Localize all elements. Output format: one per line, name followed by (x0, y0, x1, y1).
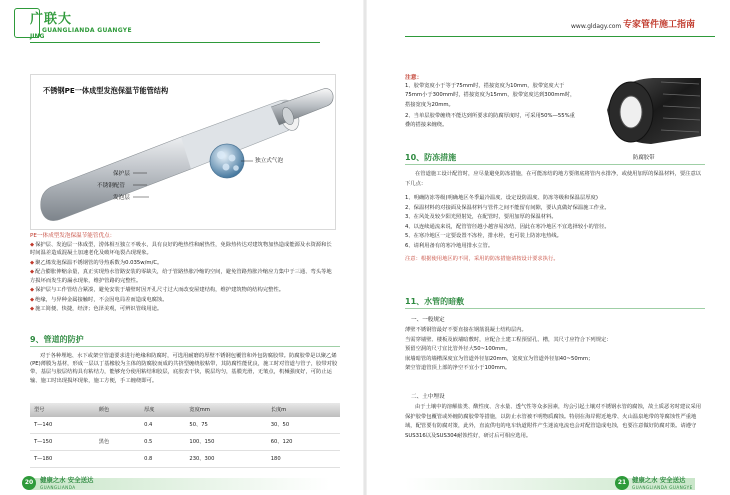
note-item: 2、当单层胶带缠绕不能达到所要求的防腐厚度时，可采用50%—55%重叠的搭接来缠绕。 (405, 112, 575, 129)
footer-slogan-en: GUANGLIANDA (40, 485, 76, 490)
cell (95, 451, 140, 468)
cell: 0.5 (140, 434, 185, 451)
cell: 60、120 (267, 434, 340, 451)
feature-item: ◆聚乙烯发泡保温不锈钢管的导热系数为0.035w/m/C。 (30, 259, 163, 266)
label-steel: 不锈钢配管 (97, 183, 125, 189)
section11-rule (405, 308, 705, 309)
left-footer (0, 474, 365, 492)
list-item: 4、以连续通流来说，配管管径越小越容易冻结，因此在寒冷地区不宜选择较小的管径。 (405, 223, 610, 230)
section9-text: 对于各种埋地、水下或架空管道要求进行绝缘和防腐时，可选用耐磨的厚壁不锈钢包覆管和外包防腐胶带。防腐胶带是以聚乙烯(PE)薄膜为基材，形成一层以丁基橡胶为主体的防腐胶而成的共挤型缠绕胶粘带，其防腐性能优良，施工时对管道与管子，胶带对胶带，基层与胶层结构具有粘结力，能够充分使用粘结和胶层，底胶表干快，脱层均匀，基膜光滑，无皱点，机械强度好，可防止运输、施工时出现损坏现象，施工方便，手工缠绕即可。 (30, 353, 338, 384)
feature-item: ◆配合膨胀伸缩余量，真正实现热水管路安装的零缺失，给于管路热胀冷缩的空间，避免管路热胀冷缩应力集中于三通、弯头等地方损坏而发生的漏水现象，维护管路的完整性。 (30, 269, 332, 284)
subsection-general: 一、一般规定 (411, 317, 445, 323)
section10-warning: 注意：根据使用地区的不同，采用的防冻措施请按设计要求执行。 (405, 256, 559, 263)
logo-english: GUANGLIANDA GUANGYE (42, 27, 132, 34)
table-row (30, 451, 340, 468)
note-list (405, 82, 577, 132)
section10-title: 10、防冻措施 (405, 153, 457, 162)
header-rule (405, 36, 715, 37)
cell: 230、300 (185, 451, 266, 468)
th-color: 颜色 (95, 403, 140, 417)
list-item: 6、请利用备有的寒冷地用排水立管。 (405, 242, 494, 249)
cell: 0.4 (140, 417, 185, 434)
list-item: 架空管道管顶上部的净空不宜小于100mm。 (405, 365, 511, 372)
cell: 50、75 (185, 417, 266, 434)
cell: 0.8 (140, 451, 185, 468)
right-page (365, 0, 730, 495)
tape-caption: 防腐胶带 (633, 155, 655, 161)
list-item: 薄壁不锈钢管最好不要直接在钢筋混凝土结构层内。 (405, 327, 527, 333)
cell: 黑色 (95, 434, 140, 451)
buried-text: 由于土壤中的溶解盐类、酸性度、含水量、透气性等众多因素，均会引起土壤对不锈钢水管的腐蚀，故土质恶劣时建议采用保护胶带包覆管或外缠防腐胶带等措施，以防止水管被不明物质腐蚀。特别在海岸附近地带、火山温泉地带的等腐蚀性严重地域，配管要有防腐对策，此外，直流供电的电车轨道附件产生迷流电流也会对配管造成电蚀，也要注意做好防腐对策。请遵守SUS316以及SUS304耐蚀性好，研讨后可相应选用。 (405, 404, 702, 439)
section10-intro: 在管道施工设计配管时，应尽量避免防冻措施，在可能冻结的地方要彻底将管内水排净，或使用加厚的保温材料，要注意以下几点： (405, 171, 702, 187)
table-row (30, 434, 340, 451)
header-url: www.gldagy.com (571, 23, 622, 30)
subsection-buried: 二、土中埋设 (411, 394, 445, 400)
logo-english-jing: JING (30, 33, 45, 40)
cell: T—150 (30, 434, 95, 451)
th-thickness: 厚度 (140, 403, 185, 417)
label-foam: 发泡层 (113, 195, 130, 201)
list-item: 嵌墙暗管的墙槽深度宜为管道外径加20mm，宽度宜为管道外径加40~50mm； (405, 355, 594, 362)
note-item: 1、胶带宽度小于等于75mm时，搭接宽度为10mm，胶带宽度大于75mm小于300mm时，搭接宽度为15mm，胶带宽度达到300mm时，搭接宽度为20mm。 (405, 83, 576, 108)
tape-roll-image (601, 70, 709, 152)
list-item: 1、明确防冻等级(明确地区冬季最冷温度、设定设防温度、防冻等级和保温层厚度) (405, 195, 598, 201)
tape-spec-table (30, 403, 340, 468)
features-list (30, 241, 334, 315)
logo-chinese: 广联大 (30, 12, 73, 27)
section11-title: 11、水管的暗敷 (405, 297, 465, 306)
cell: 30、50 (267, 417, 340, 434)
pipe-illustration (31, 75, 337, 231)
cell: 180 (267, 451, 340, 468)
list-item: 2、保温材料的对接面及保温材料与管件之间不能留有间隙，要认真做好保温施工作业。 (405, 204, 610, 211)
section9-title: 9、管道的防护 (30, 335, 84, 344)
feature-item: ◆保护层与工作管结合紧凑，避免安装于墙壁时因开孔尺寸过大而改变屋建结构，维护建筑物的结构完整性。 (30, 287, 285, 294)
cell: 100、150 (185, 434, 266, 451)
table-header-row (30, 403, 340, 417)
note-heading: 注意： (405, 75, 423, 81)
section10-list (405, 194, 705, 265)
cell: T—180 (30, 451, 95, 468)
cell: T—140 (30, 417, 95, 434)
list-item: 5、在寒冷地区一定要设置不冻栓，排水栓，也可装上防冻电热线。 (405, 233, 562, 240)
section10-rule (405, 164, 705, 165)
page-number: 20 (22, 476, 36, 490)
list-item: 预留空洞的尺寸宜比管外径大50~100mm。 (405, 346, 511, 353)
right-footer (365, 474, 730, 492)
list-item: 3、在风处及较少阳光照射处，在配管时，要用加厚的保温材料。 (405, 214, 557, 221)
table-row (30, 417, 340, 434)
th-length: 长度m (267, 403, 340, 417)
list-item: 当需穿墙壁、楼板及嵌墙暗敷时，应配合土建工程预留孔、槽，其尺寸应符合下列规定： (405, 336, 612, 343)
header-title: 专家管件施工指南 (623, 20, 696, 30)
footer-slogan: 健康之水 安全送达 (40, 476, 94, 484)
features-heading: PE一体成型发泡保温节能管优点： (30, 233, 116, 239)
feature-item: ◆施工简便、快捷，经济；色泽美观，可辨识管线用途。 (30, 306, 163, 313)
label-protect: 保护层 (113, 171, 130, 177)
page-number: 21 (615, 476, 629, 490)
footer-slogan-en: GUANGLIANDA GUANGYE (632, 485, 693, 490)
label-bubble: 独立式气泡 (255, 158, 283, 164)
section9-rule (30, 346, 340, 347)
general-list (405, 326, 705, 374)
feature-item: ◆保护层、发泡层一体成型，涝体相互独立不吸水，具有良好的绝热性和耐热性，免除热传达对建筑物加热造成能源及水资源和长时间温差造成混凝土加速老化及破坏龟裂凸现现象。 (30, 242, 332, 257)
cell (95, 417, 140, 434)
feature-item: ◆绝缘，与异种金属接触时，不会因电局差而造成电腐蚀。 (30, 296, 168, 303)
th-width: 宽度mm (185, 403, 266, 417)
th-model: 型号 (30, 403, 95, 417)
footer-slogan: 健康之水 安全送达 (632, 476, 686, 484)
header-rule (30, 42, 320, 43)
figure-title: 不锈钢PE一体成型发泡保温节能管结构 (43, 86, 169, 95)
pipe-structure-figure (30, 74, 336, 230)
